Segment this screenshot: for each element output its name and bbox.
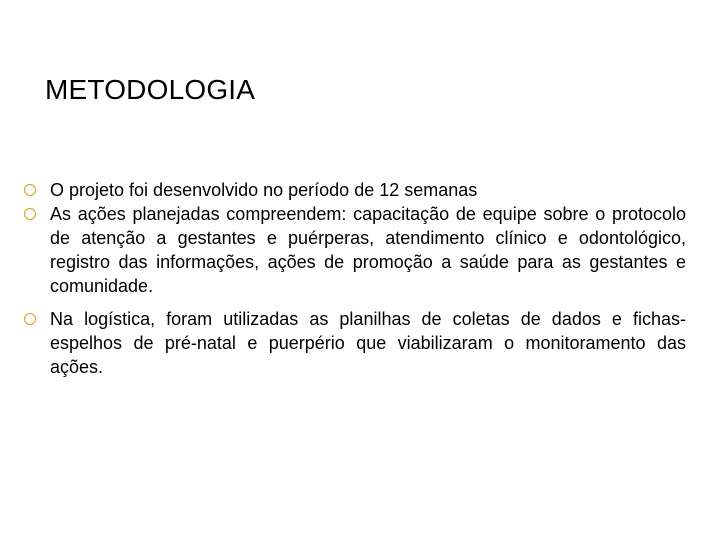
bullet-item (24, 202, 686, 298)
bullet-text: Na logística, foram utilizadas as planilhas de coletas de dados e fichas-espelhos de pré-natal e puerpério que viabilizaram o monitoramento das ações. (50, 309, 686, 377)
bullet-text: O projeto foi desenvolvido no período de 12 semanas (50, 180, 478, 200)
bullet-item (24, 178, 686, 202)
bullet-list (24, 178, 686, 379)
circle-outline-icon (24, 208, 36, 220)
circle-outline-icon (24, 184, 36, 196)
bullet-item (24, 307, 686, 379)
circle-outline-icon (24, 313, 36, 325)
bullet-text: As ações planejadas compreendem: capacitação de equipe sobre o protocolo de atenção a gestantes e puérperas, atendimento clínico e odontológico, registro das informações, ações de promoção a saúde para as gestantes e comunidade. (50, 204, 686, 296)
slide-title: METODOLOGIA (45, 74, 256, 105)
